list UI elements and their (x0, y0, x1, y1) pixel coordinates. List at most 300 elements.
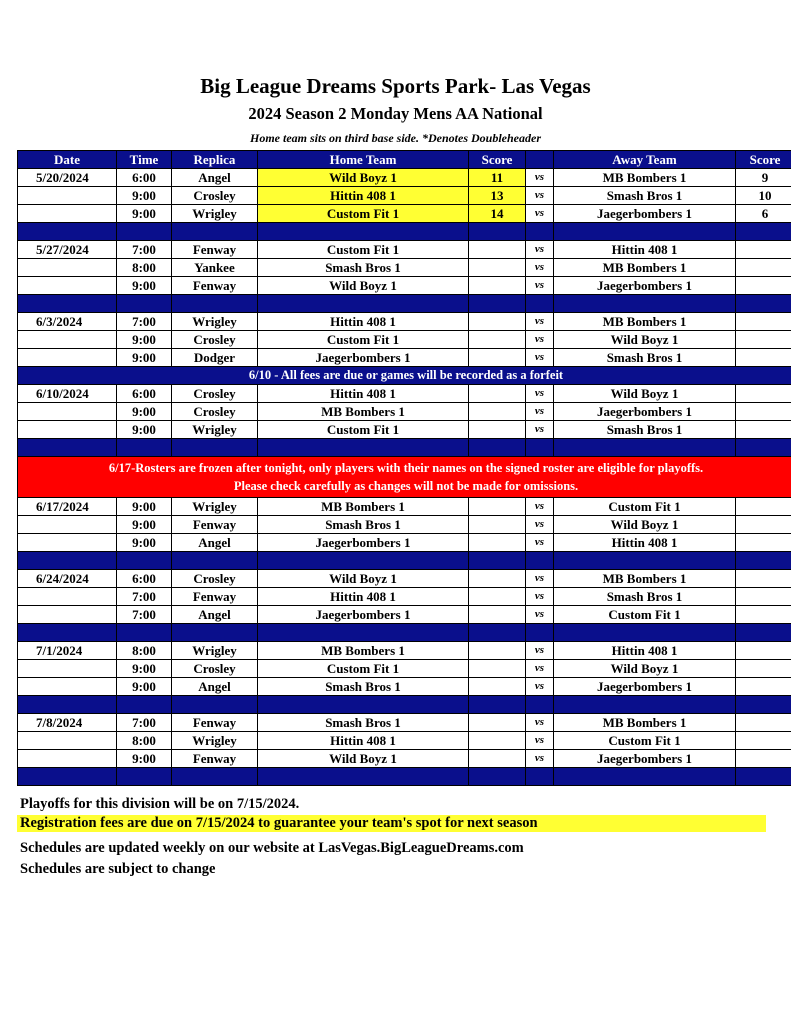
col-header-time: Time (117, 151, 172, 169)
away-score (736, 588, 791, 606)
home-team: MB Bombers 1 (258, 498, 469, 516)
home-team: Wild Boyz 1 (258, 570, 469, 588)
home-team: Smash Bros 1 (258, 259, 469, 277)
home-team: Jaegerbombers 1 (258, 534, 469, 552)
home-score (469, 660, 526, 678)
game-replica-field: Wrigley (172, 313, 258, 331)
home-team: Custom Fit 1 (258, 331, 469, 349)
game-time: 9:00 (117, 678, 172, 696)
game-date (18, 349, 117, 367)
away-team: Hittin 408 1 (554, 642, 736, 660)
spacer-cell (258, 439, 469, 457)
game-row (18, 498, 791, 516)
game-date: 6/24/2024 (18, 570, 117, 588)
away-score (736, 349, 791, 367)
col-header-replica: Replica (172, 151, 258, 169)
game-time: 7:00 (117, 241, 172, 259)
game-replica-field: Crosley (172, 331, 258, 349)
away-team: Jaegerbombers 1 (554, 277, 736, 295)
vs-label: vs (526, 385, 554, 403)
spacer-cell (469, 295, 526, 313)
away-score (736, 660, 791, 678)
away-score (736, 421, 791, 439)
game-date (18, 421, 117, 439)
week-separator (18, 768, 791, 786)
schedule-table (17, 150, 791, 786)
away-team: Hittin 408 1 (554, 241, 736, 259)
game-time: 9:00 (117, 534, 172, 552)
col-header-away-score: Score (736, 151, 791, 169)
away-score (736, 516, 791, 534)
game-replica-field: Crosley (172, 570, 258, 588)
home-team: Jaegerbombers 1 (258, 606, 469, 624)
game-date: 6/3/2024 (18, 313, 117, 331)
spacer-cell (117, 696, 172, 714)
spacer-cell (554, 439, 736, 457)
home-score (469, 714, 526, 732)
vs-label: vs (526, 588, 554, 606)
spacer-cell (736, 696, 791, 714)
game-replica-field: Wrigley (172, 642, 258, 660)
away-team: Jaegerbombers 1 (554, 205, 736, 223)
spacer-cell (172, 223, 258, 241)
away-score (736, 570, 791, 588)
game-row (18, 241, 791, 259)
away-score (736, 678, 791, 696)
game-time: 9:00 (117, 660, 172, 678)
home-team: Hittin 408 1 (258, 588, 469, 606)
home-team: Smash Bros 1 (258, 678, 469, 696)
week-separator (18, 552, 791, 570)
vs-label: vs (526, 313, 554, 331)
spacer-cell (469, 696, 526, 714)
home-team: MB Bombers 1 (258, 403, 469, 421)
game-time: 9:00 (117, 331, 172, 349)
spacer-cell (554, 624, 736, 642)
home-team: MB Bombers 1 (258, 642, 469, 660)
week-separator (18, 223, 791, 241)
home-score (469, 498, 526, 516)
spacer-cell (258, 768, 469, 786)
col-header-vs (526, 151, 554, 169)
spacer-cell (258, 696, 469, 714)
away-team: MB Bombers 1 (554, 570, 736, 588)
week-separator (18, 624, 791, 642)
spacer-cell (526, 439, 554, 457)
home-team: Wild Boyz 1 (258, 277, 469, 295)
away-score (736, 750, 791, 768)
game-time: 8:00 (117, 732, 172, 750)
game-replica-field: Fenway (172, 588, 258, 606)
spacer-cell (526, 223, 554, 241)
week-separator (18, 295, 791, 313)
home-score (469, 385, 526, 403)
vs-label: vs (526, 169, 554, 187)
vs-label: vs (526, 534, 554, 552)
game-replica-field: Crosley (172, 385, 258, 403)
home-team: Hittin 408 1 (258, 732, 469, 750)
home-score (469, 534, 526, 552)
page-title: Big League Dreams Sports Park- Las Vegas (200, 74, 591, 98)
game-date (18, 588, 117, 606)
game-row (18, 732, 791, 750)
game-date (18, 259, 117, 277)
spacer-cell (172, 439, 258, 457)
home-team: Smash Bros 1 (258, 516, 469, 534)
game-row (18, 534, 791, 552)
game-date (18, 732, 117, 750)
away-team: MB Bombers 1 (554, 259, 736, 277)
game-replica-field: Wrigley (172, 421, 258, 439)
vs-label: vs (526, 241, 554, 259)
playoffs-note: Playoffs for this division will be on 7/15/2024. (20, 796, 300, 812)
game-date (18, 660, 117, 678)
home-score (469, 241, 526, 259)
game-row (18, 277, 791, 295)
spacer-cell (18, 552, 117, 570)
game-date (18, 205, 117, 223)
game-replica-field: Angel (172, 678, 258, 696)
game-replica-field: Wrigley (172, 732, 258, 750)
spacer-cell (736, 439, 791, 457)
spacer-cell (117, 552, 172, 570)
spacer-cell (18, 439, 117, 457)
home-team: Custom Fit 1 (258, 205, 469, 223)
spacer-cell (526, 552, 554, 570)
home-team: Smash Bros 1 (258, 714, 469, 732)
away-score: 10 (736, 187, 791, 205)
game-row (18, 331, 791, 349)
game-date (18, 277, 117, 295)
vs-label: vs (526, 642, 554, 660)
game-time: 8:00 (117, 259, 172, 277)
spacer-cell (117, 439, 172, 457)
game-row (18, 516, 791, 534)
game-replica-field: Fenway (172, 241, 258, 259)
away-score (736, 714, 791, 732)
game-time: 7:00 (117, 588, 172, 606)
away-team: Jaegerbombers 1 (554, 750, 736, 768)
home-team: Hittin 408 1 (258, 385, 469, 403)
game-replica-field: Wrigley (172, 205, 258, 223)
game-row (18, 421, 791, 439)
away-score (736, 385, 791, 403)
home-score (469, 331, 526, 349)
vs-label: vs (526, 714, 554, 732)
away-team: MB Bombers 1 (554, 714, 736, 732)
game-row (18, 678, 791, 696)
away-score (736, 606, 791, 624)
game-row (18, 187, 791, 205)
game-time: 9:00 (117, 750, 172, 768)
spacer-cell (554, 552, 736, 570)
game-replica-field: Crosley (172, 403, 258, 421)
game-row (18, 385, 791, 403)
game-row (18, 349, 791, 367)
game-date (18, 678, 117, 696)
home-team: Wild Boyz 1 (258, 750, 469, 768)
registration-note: Registration fees are due on 7/15/2024 to guarantee your team's spot for next season (17, 815, 766, 832)
vs-label: vs (526, 349, 554, 367)
vs-label: vs (526, 259, 554, 277)
game-time: 9:00 (117, 498, 172, 516)
away-team: Wild Boyz 1 (554, 660, 736, 678)
col-header-away-team: Away Team (554, 151, 736, 169)
spacer-cell (258, 624, 469, 642)
vs-label: vs (526, 421, 554, 439)
game-replica-field: Fenway (172, 516, 258, 534)
away-team: Smash Bros 1 (554, 349, 736, 367)
game-row (18, 642, 791, 660)
away-score (736, 331, 791, 349)
roster-notice-line2: Please check carefully as changes will not be made for omissions. (233, 479, 579, 493)
vs-label: vs (526, 750, 554, 768)
home-team: Custom Fit 1 (258, 660, 469, 678)
page-subtitle: 2024 Season 2 Monday Mens AA National (248, 104, 543, 123)
spacer-cell (469, 624, 526, 642)
week-separator (18, 696, 791, 714)
spacer-cell (258, 552, 469, 570)
home-score (469, 732, 526, 750)
away-team: Custom Fit 1 (554, 732, 736, 750)
game-date: 5/20/2024 (18, 169, 117, 187)
spacer-cell (736, 624, 791, 642)
home-score (469, 313, 526, 331)
home-team: Wild Boyz 1 (258, 169, 469, 187)
game-time: 9:00 (117, 187, 172, 205)
game-replica-field: Fenway (172, 750, 258, 768)
game-replica-field: Fenway (172, 714, 258, 732)
game-replica-field: Yankee (172, 259, 258, 277)
game-date: 6/17/2024 (18, 498, 117, 516)
spacer-cell (736, 295, 791, 313)
fees-notice: 6/10 - All fees are due or games will be recorded as a forfeit (18, 367, 791, 385)
game-time: 9:00 (117, 205, 172, 223)
game-date: 7/8/2024 (18, 714, 117, 732)
spacer-cell (554, 768, 736, 786)
game-date (18, 606, 117, 624)
roster-notice-row (18, 457, 791, 498)
away-score: 6 (736, 205, 791, 223)
away-team: Jaegerbombers 1 (554, 678, 736, 696)
spacer-cell (172, 624, 258, 642)
game-date: 6/10/2024 (18, 385, 117, 403)
game-time: 6:00 (117, 385, 172, 403)
game-replica-field: Dodger (172, 349, 258, 367)
change-note: Schedules are subject to change (20, 861, 216, 877)
home-score (469, 349, 526, 367)
home-score (469, 421, 526, 439)
col-header-home-team: Home Team (258, 151, 469, 169)
spacer-cell (736, 552, 791, 570)
spacer-cell (18, 295, 117, 313)
spacer-cell (258, 295, 469, 313)
vs-label: vs (526, 678, 554, 696)
week-separator (18, 439, 791, 457)
spacer-cell (526, 295, 554, 313)
fees-notice-row (18, 367, 791, 385)
game-time: 7:00 (117, 606, 172, 624)
home-team: Hittin 408 1 (258, 187, 469, 205)
home-score (469, 570, 526, 588)
away-team: Wild Boyz 1 (554, 331, 736, 349)
vs-label: vs (526, 606, 554, 624)
page-note: Home team sits on third base side. *Denotes Doubleheader (250, 131, 541, 145)
game-time: 9:00 (117, 403, 172, 421)
away-team: Custom Fit 1 (554, 606, 736, 624)
game-time: 6:00 (117, 570, 172, 588)
away-score: 9 (736, 169, 791, 187)
spacer-cell (18, 624, 117, 642)
away-team: Custom Fit 1 (554, 498, 736, 516)
col-header-home-score: Score (469, 151, 526, 169)
away-team: Smash Bros 1 (554, 588, 736, 606)
game-row (18, 403, 791, 421)
game-replica-field: Crosley (172, 660, 258, 678)
vs-label: vs (526, 331, 554, 349)
game-row (18, 259, 791, 277)
home-score: 13 (469, 187, 526, 205)
spacer-cell (469, 439, 526, 457)
home-score (469, 678, 526, 696)
spacer-cell (526, 624, 554, 642)
away-team: MB Bombers 1 (554, 169, 736, 187)
game-date: 5/27/2024 (18, 241, 117, 259)
spacer-cell (736, 223, 791, 241)
game-row (18, 714, 791, 732)
away-team: MB Bombers 1 (554, 313, 736, 331)
home-score (469, 403, 526, 421)
spacer-cell (172, 552, 258, 570)
away-team: Wild Boyz 1 (554, 516, 736, 534)
game-time: 6:00 (117, 169, 172, 187)
spacer-cell (258, 223, 469, 241)
home-score (469, 259, 526, 277)
game-row (18, 660, 791, 678)
game-row (18, 588, 791, 606)
away-score (736, 403, 791, 421)
game-row (18, 313, 791, 331)
away-score (736, 277, 791, 295)
spacer-cell (736, 768, 791, 786)
spacer-cell (117, 624, 172, 642)
away-score (736, 534, 791, 552)
game-row (18, 205, 791, 223)
game-date (18, 331, 117, 349)
vs-label: vs (526, 570, 554, 588)
game-row (18, 169, 791, 187)
vs-label: vs (526, 277, 554, 295)
roster-notice (18, 457, 791, 498)
game-date (18, 403, 117, 421)
away-team: Hittin 408 1 (554, 534, 736, 552)
spacer-cell (18, 696, 117, 714)
game-time: 7:00 (117, 313, 172, 331)
spacer-cell (554, 223, 736, 241)
game-date (18, 516, 117, 534)
home-score: 11 (469, 169, 526, 187)
vs-label: vs (526, 498, 554, 516)
website-note: Schedules are updated weekly on our website at LasVegas.BigLeagueDreams.com (20, 840, 524, 856)
game-time: 9:00 (117, 421, 172, 439)
game-time: 8:00 (117, 642, 172, 660)
game-date: 7/1/2024 (18, 642, 117, 660)
spacer-cell (526, 768, 554, 786)
home-team: Custom Fit 1 (258, 421, 469, 439)
spacer-cell (172, 768, 258, 786)
spacer-cell (172, 295, 258, 313)
spacer-cell (469, 768, 526, 786)
spacer-cell (117, 223, 172, 241)
spacer-cell (117, 768, 172, 786)
spacer-cell (469, 552, 526, 570)
away-score (736, 259, 791, 277)
away-score (736, 642, 791, 660)
game-replica-field: Angel (172, 169, 258, 187)
away-score (736, 313, 791, 331)
game-replica-field: Crosley (172, 187, 258, 205)
game-date (18, 534, 117, 552)
spacer-cell (554, 295, 736, 313)
table-header-row (18, 151, 791, 169)
game-time: 9:00 (117, 516, 172, 534)
game-replica-field: Wrigley (172, 498, 258, 516)
away-score (736, 498, 791, 516)
game-replica-field: Angel (172, 606, 258, 624)
vs-label: vs (526, 660, 554, 678)
col-header-date: Date (18, 151, 117, 169)
spacer-cell (18, 768, 117, 786)
spacer-cell (117, 295, 172, 313)
game-replica-field: Angel (172, 534, 258, 552)
vs-label: vs (526, 403, 554, 421)
home-team: Jaegerbombers 1 (258, 349, 469, 367)
away-score (736, 732, 791, 750)
game-row (18, 570, 791, 588)
away-team: Smash Bros 1 (554, 187, 736, 205)
vs-label: vs (526, 187, 554, 205)
game-time: 9:00 (117, 349, 172, 367)
vs-label: vs (526, 516, 554, 534)
vs-label: vs (526, 205, 554, 223)
game-time: 9:00 (117, 277, 172, 295)
spacer-cell (18, 223, 117, 241)
roster-notice-line1: 6/17-Rosters are frozen after tonight, only players with their names on the signed roster are eligible for playoffs. (108, 461, 704, 475)
game-replica-field: Fenway (172, 277, 258, 295)
spacer-cell (554, 696, 736, 714)
spacer-cell (172, 696, 258, 714)
home-score: 14 (469, 205, 526, 223)
home-score (469, 750, 526, 768)
game-time: 7:00 (117, 714, 172, 732)
home-score (469, 642, 526, 660)
away-team: Smash Bros 1 (554, 421, 736, 439)
home-score (469, 588, 526, 606)
away-score (736, 241, 791, 259)
home-score (469, 277, 526, 295)
away-team: Jaegerbombers 1 (554, 403, 736, 421)
away-team: Wild Boyz 1 (554, 385, 736, 403)
home-score (469, 606, 526, 624)
spacer-cell (469, 223, 526, 241)
game-date (18, 187, 117, 205)
home-team: Hittin 408 1 (258, 313, 469, 331)
game-row (18, 750, 791, 768)
spacer-cell (526, 696, 554, 714)
home-team: Custom Fit 1 (258, 241, 469, 259)
game-row (18, 606, 791, 624)
home-score (469, 516, 526, 534)
